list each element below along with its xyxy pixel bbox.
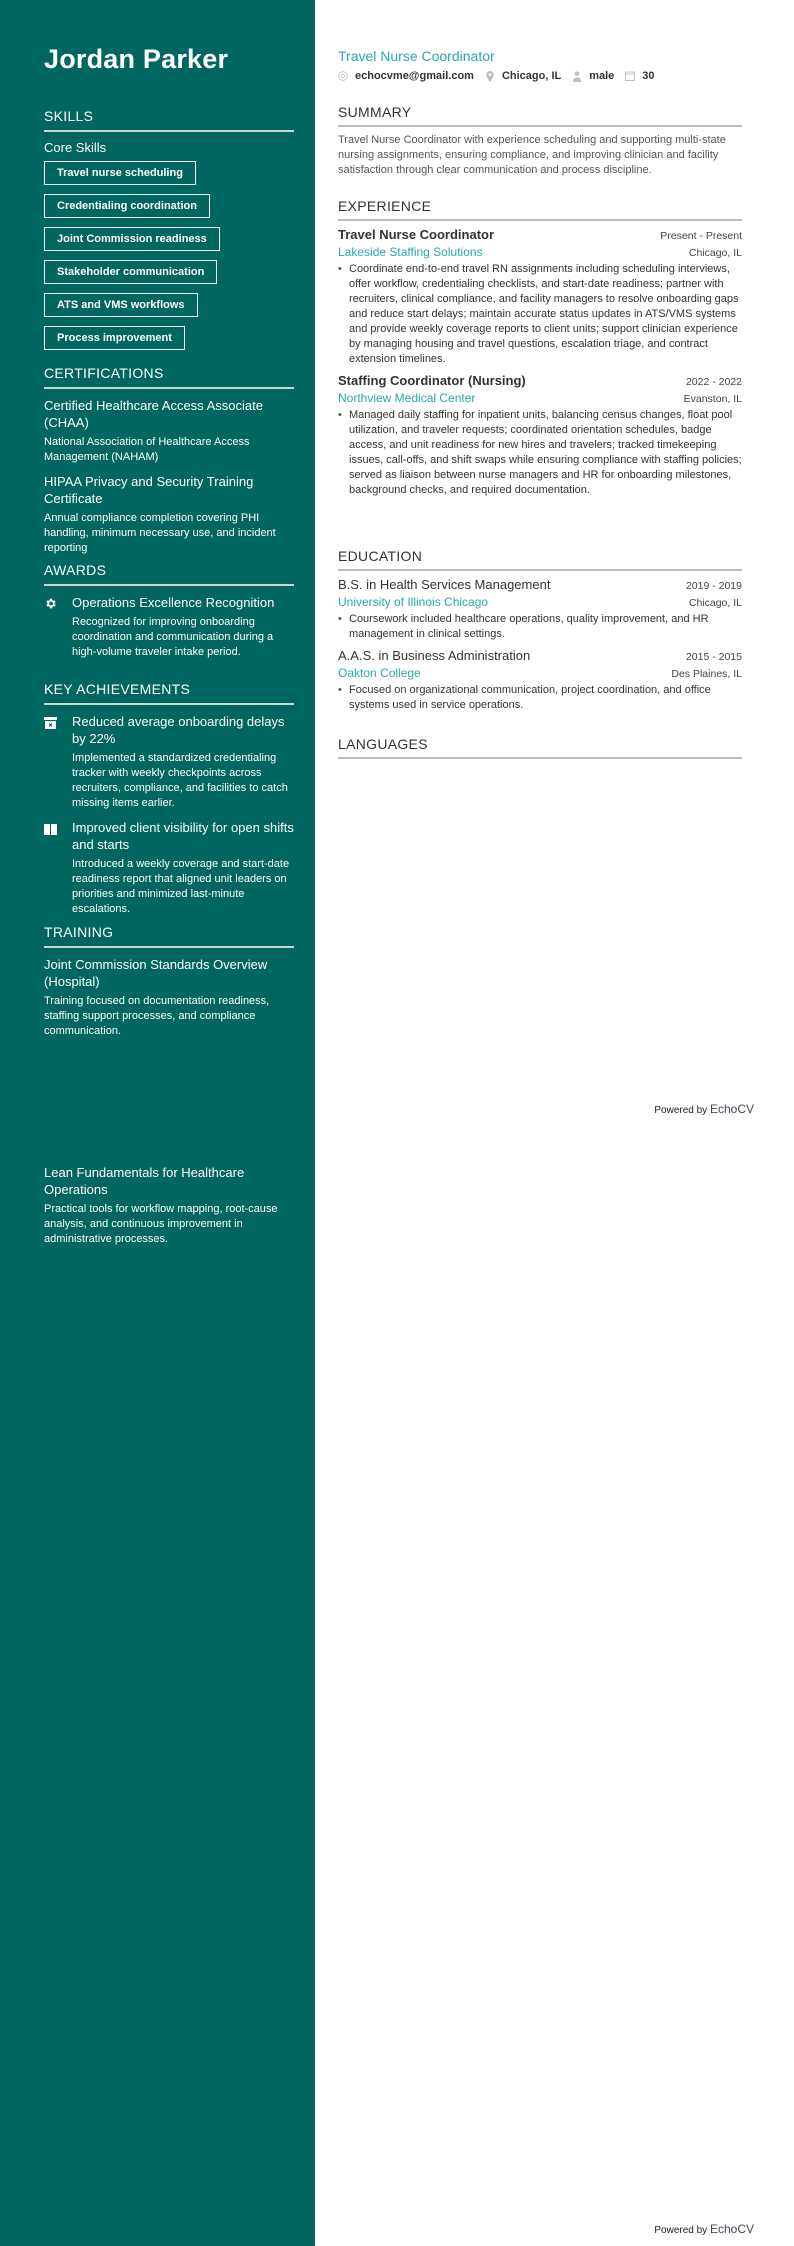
gear-icon	[44, 594, 72, 660]
achievement-desc: Implemented a standardized credentialing tracker with weekly checkpoints across recruiters, compliance, and facilities to catch missing items earlier.	[72, 752, 288, 809]
languages-heading: LANGUAGES	[338, 736, 742, 759]
location-value: Chicago, IL	[501, 70, 562, 82]
education-entry	[338, 648, 742, 713]
education-dates: 2015 - 2015	[685, 651, 742, 663]
at-icon	[338, 71, 348, 81]
education-school: University of Illinois Chicago	[338, 595, 489, 609]
skill-chip: ATS and VMS workflows	[44, 293, 198, 317]
certification-title: HIPAA Privacy and Security Training Certificate	[44, 474, 254, 506]
certification-desc: Annual compliance completion covering PHI handling, minimum necessary use, and incident reporting	[44, 512, 276, 554]
location-pin-icon	[485, 71, 495, 81]
summary-text: Travel Nurse Coordinator with experience scheduling and supporting multi-state nursing assignments, ensuring compliance, and improving clinician and facility satisfaction through clear communication and process discipline.	[338, 134, 726, 176]
achievement-title: Improved client visibility for open shifts and starts	[72, 820, 294, 852]
skill-chip: Credentialing coordination	[44, 194, 210, 218]
contact-age	[625, 70, 654, 82]
certification-title: Certified Healthcare Access Associate (CHAA)	[44, 398, 263, 430]
experience-section	[338, 198, 742, 498]
education-location: Des Plaines, IL	[671, 668, 742, 680]
age-value: 30	[642, 70, 655, 82]
experience-role: Staffing Coordinator (Nursing)	[338, 373, 526, 388]
education-section	[338, 548, 742, 713]
sidebar	[0, 0, 315, 2246]
experience-heading: EXPERIENCE	[338, 198, 742, 221]
achievement-item	[44, 713, 294, 811]
skills-heading: SKILLS	[44, 108, 294, 132]
powered-by-label: Powered by	[654, 2225, 708, 2236]
summary-section	[338, 104, 742, 178]
certifications-section	[44, 365, 294, 564]
education-entry	[338, 577, 742, 642]
education-location: Chicago, IL	[688, 597, 742, 609]
skills-group-label: Core Skills	[44, 140, 107, 155]
training-continued	[44, 1164, 294, 1255]
award-title: Operations Excellence Recognition	[72, 595, 275, 610]
achievements-heading: KEY ACHIEVEMENTS	[44, 681, 294, 705]
book-open-icon	[44, 819, 72, 917]
awards-heading: AWARDS	[44, 562, 294, 586]
experience-location: Chicago, IL	[688, 247, 742, 259]
achievement-item	[44, 819, 294, 917]
contact-email	[338, 70, 474, 82]
award-item	[44, 594, 294, 660]
brand-link[interactable]: EchoCV	[709, 1102, 754, 1116]
skill-chip: Process improvement	[44, 326, 185, 350]
experience-entry	[338, 373, 742, 498]
education-bullet: • Focused on organizational communication, project coordination, and office systems used in service operations.	[338, 683, 742, 713]
candidate-name: Jordan Parker	[44, 44, 229, 74]
gender-value: male	[589, 70, 615, 82]
training-section	[44, 924, 294, 1047]
skill-chip: Joint Commission readiness	[44, 227, 220, 251]
person-icon	[572, 71, 582, 81]
languages-section	[338, 736, 742, 765]
education-degree: A.A.S. in Business Administration	[338, 648, 531, 663]
skill-chip: Stakeholder communication	[44, 260, 217, 284]
training-desc: Practical tools for workflow mapping, root-cause analysis, and continuous improvement in administrative processes.	[44, 1203, 278, 1245]
achievement-desc: Introduced a weekly coverage and start-date readiness report that aligned unit leaders on priorities and minimized last-minute escalations.	[72, 858, 290, 915]
education-school: Oakton College	[338, 666, 421, 680]
training-title: Lean Fundamentals for Healthcare Operations	[44, 1165, 245, 1197]
education-degree: B.S. in Health Services Management	[338, 577, 551, 592]
experience-company: Lakeside Staffing Solutions	[338, 245, 483, 259]
skills-section	[44, 108, 294, 359]
certifications-heading: CERTIFICATIONS	[44, 365, 294, 389]
achievements-section	[44, 681, 294, 923]
education-heading: EDUCATION	[338, 548, 742, 571]
experience-bullet: • Managed daily staffing for inpatient units, balancing census changes, float pool utilization, and traveler requests; coordinated orientation schedules, badge access, and unit readiness for new hires and travelers; tracked timekeeping issues, call-offs, and shift swaps while ensuring compliance with staffing policies; served as liaison between nurse managers and HR for onboarding milestones, background checks, and required documentation.	[338, 408, 742, 498]
contact-gender	[572, 70, 614, 82]
powered-by-footer	[654, 1102, 754, 1116]
education-bullet: • Coursework included healthcare operations, quality improvement, and HR management in clinical settings.	[338, 612, 742, 642]
job-title: Travel Nurse Coordinator	[338, 48, 495, 64]
skill-chip: Travel nurse scheduling	[44, 161, 196, 185]
powered-by-footer	[654, 2222, 754, 2236]
achievement-title: Reduced average onboarding delays by 22%	[72, 714, 285, 746]
contact-location	[485, 70, 561, 82]
experience-location: Evanston, IL	[683, 393, 742, 405]
email-value: echocvme@gmail.com	[355, 70, 474, 82]
experience-role: Travel Nurse Coordinator	[338, 227, 495, 242]
calendar-icon	[625, 71, 635, 81]
contact-row	[338, 70, 666, 82]
experience-dates: 2022 - 2022	[685, 376, 742, 388]
award-desc: Recognized for improving onboarding coordination and communication during a high-volume traveler intake period.	[72, 616, 274, 658]
certification-desc: National Association of Healthcare Access Management (NAHAM)	[44, 436, 250, 463]
experience-company: Northview Medical Center	[338, 391, 476, 405]
training-title: Joint Commission Standards Overview (Hospital)	[44, 957, 268, 989]
education-dates: 2019 - 2019	[685, 580, 742, 592]
experience-entry	[338, 227, 742, 367]
brand-link[interactable]: EchoCV	[709, 2222, 754, 2236]
awards-section	[44, 562, 294, 666]
powered-by-label: Powered by	[654, 1105, 708, 1116]
archive-box-icon	[44, 713, 72, 811]
training-heading: TRAINING	[44, 924, 294, 948]
summary-heading: SUMMARY	[338, 104, 742, 127]
experience-bullet: • Coordinate end-to-end travel RN assignments including scheduling interviews, offer workflow, credentialing checklists, and start-date readiness; partner with recruiters, clinical compliance, and facility managers to resolve onboarding gaps and reduce start delays; maintain accurate status updates in ATS/VMS systems and provide weekly coverage reports to client units; support clinician experience by managing housing and travel questions, escalation triage, and contract extension timelines.	[338, 262, 742, 367]
training-desc: Training focused on documentation readiness, staffing support processes, and compliance communication.	[44, 995, 270, 1037]
experience-dates: Present - Present	[660, 230, 742, 242]
